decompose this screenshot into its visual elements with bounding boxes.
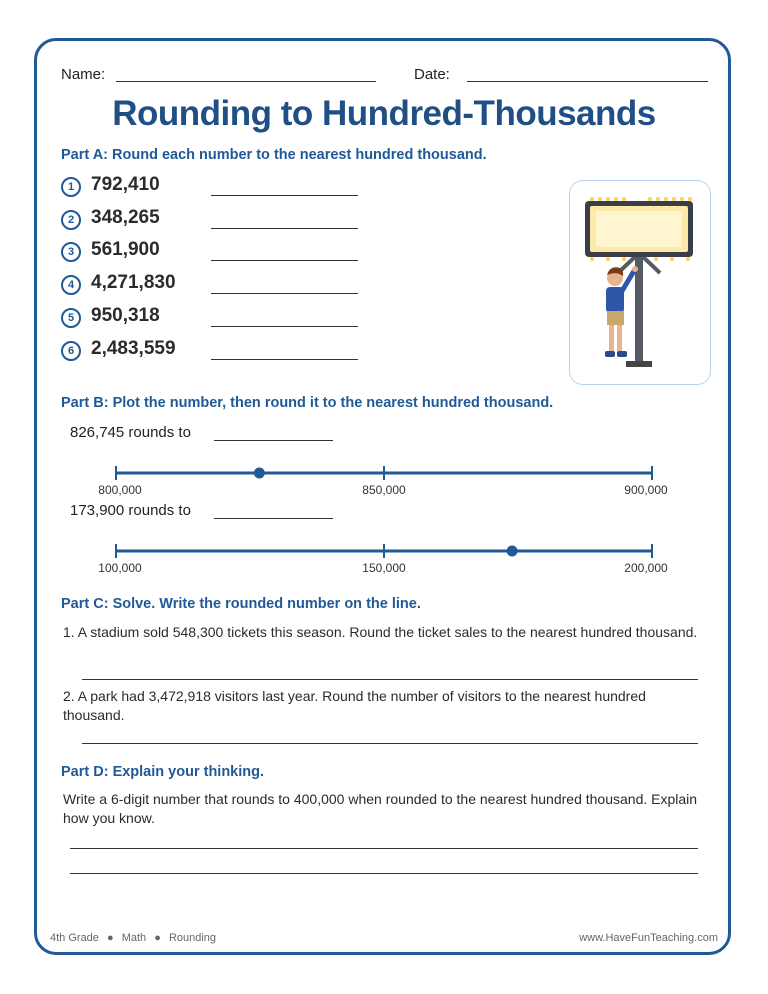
number-line-answer-line[interactable] [214, 518, 333, 519]
part-c-question-1: 1. A stadium sold 548,300 tickets this season. Round the ticket sales to the nearest hundred thousand. [63, 624, 698, 640]
date-label: Date: [414, 66, 450, 83]
date-line[interactable] [467, 81, 708, 82]
bullet-icon: ● [154, 932, 161, 944]
answer-line[interactable] [211, 293, 358, 294]
part-d-prompt: Write a 6-digit number that rounds to 400,000 when rounded to the nearest hundred thousand. Explain how you know. [63, 791, 698, 826]
billboard-illustration [569, 180, 711, 385]
billboard-boy-image [570, 181, 709, 383]
footer-subject: Math [121, 932, 147, 944]
number-line-tick-label: 900,000 [624, 483, 668, 497]
number-line-prompt: 173,900 rounds to [70, 502, 191, 519]
item-number-value: 561,900 [91, 239, 160, 260]
part-d-answer-line-1[interactable] [70, 848, 698, 849]
number-line [0, 539, 768, 563]
footer-website[interactable]: www.HaveFunTeaching.com [579, 932, 718, 944]
item-number-badge: 1 [61, 177, 81, 197]
item-number-badge: 2 [61, 210, 81, 230]
part-d-heading: Part D: Explain your thinking. [61, 764, 265, 780]
item-number-value: 2,483,559 [91, 338, 176, 359]
number-line-tick-label: 850,000 [362, 483, 406, 497]
part-c-answer-line-1[interactable] [82, 679, 698, 680]
item-number-value: 4,271,830 [91, 272, 176, 293]
bullet-icon: ● [106, 932, 114, 944]
part-a-heading: Part A: Round each number to the nearest hundred thousand. [61, 147, 487, 163]
number-line-tick-label: 200,000 [624, 561, 668, 575]
item-number-badge: 5 [61, 308, 81, 328]
number-line-tick-label: 800,000 [98, 483, 142, 497]
answer-line[interactable] [211, 228, 358, 229]
answer-line[interactable] [211, 359, 358, 360]
answer-line[interactable] [211, 260, 358, 261]
item-number-value: 348,265 [91, 207, 160, 228]
number-line-prompt: 826,745 rounds to [70, 424, 191, 441]
number-line-tick-label: 100,000 [98, 561, 142, 575]
plotted-point [507, 546, 518, 557]
name-label: Name: [61, 66, 106, 83]
page-title: Rounding to Hundred-Thousands [112, 94, 656, 133]
answer-line[interactable] [211, 326, 358, 327]
number-line-answer-line[interactable] [214, 440, 333, 441]
name-line[interactable] [116, 81, 376, 82]
item-number-value: 792,410 [91, 174, 160, 195]
item-number-badge: 3 [61, 242, 81, 262]
item-number-value: 950,318 [91, 305, 160, 326]
answer-line[interactable] [211, 195, 358, 196]
footer-grade: 4th Grade [50, 932, 99, 944]
part-b-heading: Part B: Plot the number, then round it to the nearest hundred thousand. [61, 395, 554, 411]
item-number-badge: 4 [61, 275, 81, 295]
plotted-point [254, 468, 265, 479]
footer-topic: Rounding [168, 932, 217, 944]
part-c-answer-line-2[interactable] [82, 743, 698, 744]
part-c-question-2: 2. A park had 3,472,918 visitors last year. Round the number of visitors to the nearest hundred thousand. [63, 688, 646, 723]
number-line-tick-label: 150,000 [362, 561, 406, 575]
number-line [0, 461, 768, 485]
part-c-heading: Part C: Solve. Write the rounded number on the line. [61, 596, 421, 612]
item-number-badge: 6 [61, 341, 81, 361]
part-d-answer-line-2[interactable] [70, 873, 698, 874]
footer-tags [50, 932, 216, 944]
